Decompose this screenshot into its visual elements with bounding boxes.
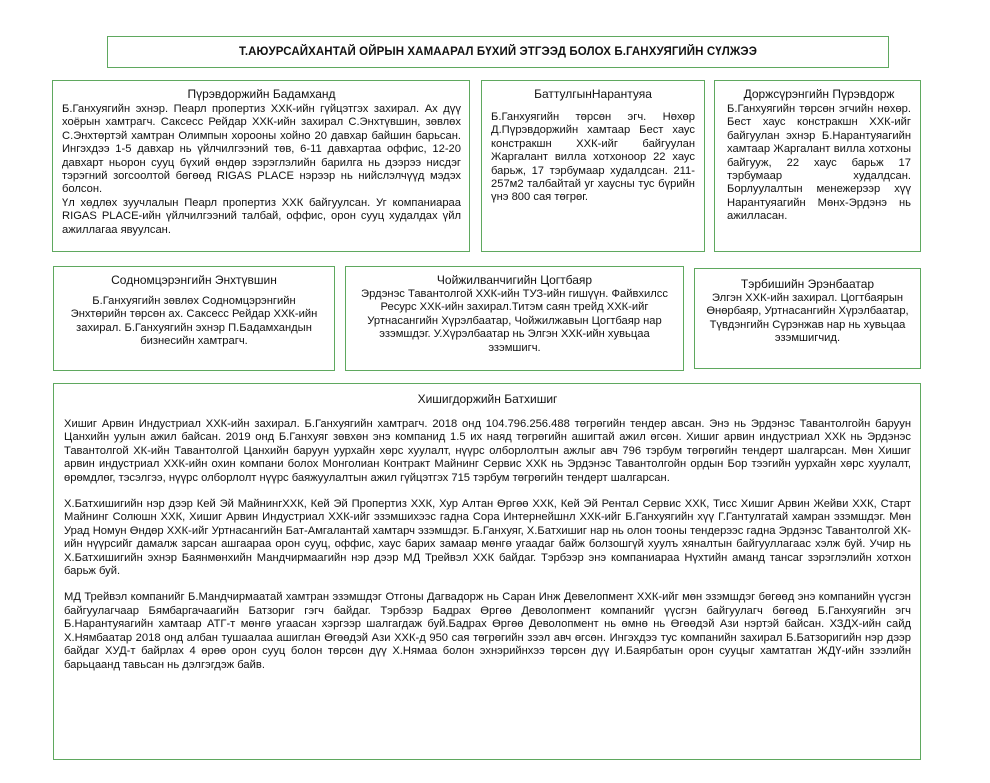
- purevdorj-name: Доржсүрэнгийн Пүрэвдорж: [743, 87, 895, 101]
- batkhishig-text-1: Хишиг Арвин Индустриал ХХК-ийн захирал. Б.Ганхуягийн хамтрагч. 2018 онд 104.796.256.488 төгрөгийн тендер авсан. Энэ нь Эрдэнэс Тавантолгойн баруун Цанхийн уулын ажил байсан. 2019 онд Б.Ганхуяг зөвхөн энэ компанид 1.5 их наяд төгрөгийн ашигтай ажил өгсөн. Хишиг арвин индустриал ХХК нь Эрдэнэс Тавантолгой ХК-ийн Тавантолгой Цанхийн баруун уурхайн хөрс хуулалт, нүүрс олборлолтын ажлыг авч 796 тэрбум төгрөгийн тендерт шалгарсан. Мөн Хишиг арвин индустриал ХХК-ийн охин компани болох Монголиан Контракт Майнинг Сервис ХХК нь Эрдэнэс Тавантолгойн ордын Бор тээгийн уурхайн хөрс хуулалт, өрөмдлөг, тэсэлгээ, нүүрс олборлолт нүүрс баяжуулалтын ажил гүйцэтгэх 715 тэрбум төгрөгийн тендерт шалгарсан.: [64, 418, 911, 484]
- badamkhand-text-2: Үл хөдлөх зуучлалын Пеарл пропертиз ХХК байгуулсан. Уг компаниараа RIGAS PLACE-ийн үйлчилгээний талбай, оффис, орон сууц худалдах үйл ажиллагаа явуулсан.: [62, 196, 461, 236]
- enkhtuvshin-box: [53, 266, 335, 371]
- enkhtuvshin-text: Б.Ганхуягийн зөвлөх Содномцэрэнгийн Энхтөрийн төрсөн ах. Саксесс Рейдар ХХК-ийн захирал. Б.Ганхуягийн эхнэр П.Бадамхандын бизнесийн хамтрагч.: [70, 295, 318, 348]
- tsogtbayar-text: Эрдэнэс Тавантолгой ХХК-ийн ТУЗ-ийн гишүүн. Файвхилсс Ресурс ХХК-ийн захирал.Титэм саян трейд ХХК-ийг Уртнасангийн Хүрэлбаатар, Чойжилжавын Цогтбаяр нар эзэмшдэг. У.Хүрэлбаатар нь Элгэн ХХК-ийн хувьцаа эзэмшигч.: [361, 288, 668, 354]
- batkhishig-name: Хишигдоржийн Батхишиг: [417, 392, 558, 406]
- enkhtuvshin-name: Содномцэрэнгийн Энхтүвшин: [111, 273, 277, 287]
- erenbaatar-box: [694, 268, 921, 369]
- purevdorj-text: Б.Ганхуягийн төрсөн эгчийн нөхөр. Бест хаус констракшн ХХК-ийг байгуулан эхнэр Б.Нарантуяагийн хамтаар Жаргалант вилла хотхоны байгууж, 22 хаус барьж 17 тэрбумаар худалдсан. Борлуулалтын менежерээр хүү Нарантуяагийн Мөнх-Эрдэнэ нь ажилласан.: [727, 103, 911, 223]
- narantuya-text: Б.Ганхуягийн төрсөн эгч. Нөхөр Д.Пүрэвдоржийн хамтаар Бест хаус констракшн ХХК-ийг байгуулан Жаргалант вилла хотхоноор 22 хаус барьж, 17 тэрбумаар худалдсан. 211-257м2 талбайтай уг хаусны тус бүрийн үнэ 800 сая төгрөг.: [491, 111, 695, 204]
- tsogtbayar-name: Чойжилванчигийн Цогтбаяр: [436, 273, 593, 287]
- badamkhand-text-1: Б.Ганхуягийн эхнэр. Пеарл пропертиз ХХК-ийн гүйцэтгэх захирал. Ах дүү хоёрын хамтрагч. Саксесс Рейдар ХХК-ийн захирал С.Энхтүвшин, зөвлөх С.Энхтөртэй хамтран Олимпын хорооны хойно 20 давхар байшин барьсан. Ингэхдээ 1-5 давхар нь үйлчилгээний төв, 6-11 давхартаа оффис, 12-20 давхарт ньорон сууц бүхий өндөр зэрэглэлийн барилга нь дээрээ нисдэг тэрэгний зогсоолтой бөгөөд RIGAS PLACE нэрээр нь нийслэлчүүд мэдэх болсон.: [62, 103, 461, 196]
- batkhishig-text-2: Х.Батхишигийн нэр дээр Кей Эй МайнингХХК, Кей Эй Пропертиз ХХК, Хур Алтан Өргөө ХХК, Кей Эй Рентал Сервис ХХК, Тисс Хишиг Арвин Жейви ХХК, Старт Майнинг Солюшн ХХК, Хишиг Арвин Индустриал ХХК-ийг эзэмшихээс гадна Сора Интернейшнл ХХК-ийг Б.Ганхуягийн хүү Г.Гантулгатай хамран эзэмшдэг. Мөн Урад Номун Өндөр ХХК-ийг Уртнасангийн Бат-Амгалантай хамтарч эзэмшдэг. Б.Ганхуяг, Х.Батхишиг нар нь олон тооны тендерээс гадна Эрдэнэс Тавантолгой ХК-ийн нүүрсийг дамалж зарсан ашгаараа орон сууц, оффис, хаус барих замаар мөнгө угаадаг байж болзошгүй хуулъ хяналтын байгууллагаас хэлж буй. Учир нь Х.Батхишигийн эхнэр Баянмөнхийн Мандчирмаагийн нэр дээр МД Трейвэл ХХК байдаг. Тэрбээр энэ компаниараа Нүхтийн аманд тансаг зэрэглэлийн хотхон барьж буй.: [64, 498, 911, 578]
- narantuya-box: [481, 80, 705, 252]
- page-title: Т.АЮУРСАЙХАНТАЙ ОЙРЫН ХАМААРАЛ БҮХИЙ ЭТГЭЭД БОЛОХ Б.ГАНХУЯГИЙН СҮЛЖЭЭ: [239, 46, 757, 58]
- title-box: [107, 36, 889, 68]
- erenbaatar-text: Элгэн ХХК-ийн захирал. Цогтбаярын Өнөрбаяр, Уртнасангийн Хүрэлбаатар, Түвдэнгийн Сүрэнжав нар нь хувьцаа эзэмшигчид.: [706, 292, 909, 345]
- badamkhand-box: [52, 80, 470, 252]
- erenbaatar-name: Тэрбишийн Эрэнбаатар: [740, 277, 875, 291]
- purevdorj-box: [714, 80, 921, 252]
- narantuya-name: БаттулгынНарантуяа: [534, 87, 652, 101]
- batkhishig-text-3: МД Трейвэл компанийг Б.Мандчирмаатай хамтран эзэмшдэг Отгоны Дагвадорж нь Саран Инж Девелопмент ХХК-ийг мөн эзэмшдэг бөгөөд энэ компанийн үүсгэн байгуулагчаар Бямбаргачаагийн Батзориг гэгч байдаг. Тэрбээр Бадрах Өргөө Деволопмент компанийг үүсгэн байгуулагч бөгөөд Б.Ганхуягийн эгч Б.Нарантуяагийн хамтаар АТГ-т мөнгө угаасан хэргээр шалгагдаж буй.Бадрах Өргөө Деволопмент нь өмнө нь Өгөөдэй Ази нэртэй байсан. ХЗДХ-ийн сайд Х.Нямбаатар 2018 онд албан тушаалаа ашиглан Өгөөдэй Ази ХХК-д 950 сая төгрөгийн зээл авч өгсөн. Ингэхдээ тус компанийн захирал Б.Батзоригийн нэр дээр байдаг ХУД-т байрлах 4 өрөө орон сууц болон төрсөн дүү Х.Нямаа болон эхнэрийнхээ төрсөн дүү И.Баярбатын орон сууцыг хамтатган ЖДҮ-ийн зээлийн барьцаанд тавьсан нь дэлгэгдэж байв.: [64, 591, 911, 671]
- batkhishig-box: [53, 383, 921, 760]
- badamkhand-name: Пүрэвдоржийн Бадамханд: [187, 87, 336, 101]
- tsogtbayar-box: [345, 266, 684, 371]
